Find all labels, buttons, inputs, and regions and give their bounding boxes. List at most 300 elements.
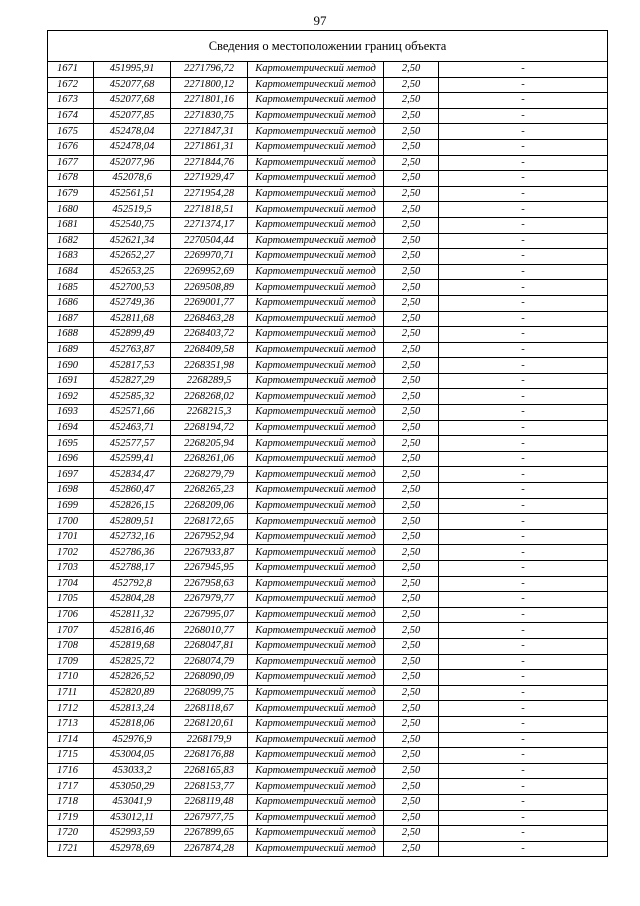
y-coordinate-cell: 2268261,06 xyxy=(171,451,248,467)
method-cell: Картометрический метод xyxy=(248,202,384,218)
point-number-cell: 1719 xyxy=(48,810,94,826)
method-cell: Картометрический метод xyxy=(248,295,384,311)
y-coordinate-cell: 2268289,5 xyxy=(171,373,248,389)
x-coordinate-cell: 452860,47 xyxy=(94,483,171,499)
x-coordinate-cell: 452826,52 xyxy=(94,670,171,686)
method-cell: Картометрический метод xyxy=(248,93,384,109)
accuracy-cell: 2,50 xyxy=(384,794,439,810)
point-number-cell: 1678 xyxy=(48,171,94,187)
point-number-cell: 1706 xyxy=(48,607,94,623)
method-cell: Картометрический метод xyxy=(248,436,384,452)
accuracy-cell: 2,50 xyxy=(384,186,439,202)
y-coordinate-cell: 2268351,98 xyxy=(171,358,248,374)
accuracy-cell: 2,50 xyxy=(384,670,439,686)
y-coordinate-cell: 2268074,79 xyxy=(171,654,248,670)
table-body xyxy=(48,31,608,857)
method-cell: Картометрический метод xyxy=(248,249,384,265)
y-coordinate-cell: 2268153,77 xyxy=(171,779,248,795)
method-cell: Картометрический метод xyxy=(248,358,384,374)
method-cell: Картометрический метод xyxy=(248,342,384,358)
description-cell: - xyxy=(439,826,608,842)
table-row xyxy=(48,638,608,654)
y-coordinate-cell: 2268099,75 xyxy=(171,685,248,701)
y-coordinate-cell: 2268176,88 xyxy=(171,748,248,764)
point-number-cell: 1685 xyxy=(48,280,94,296)
x-coordinate-cell: 452817,53 xyxy=(94,358,171,374)
description-cell: - xyxy=(439,233,608,249)
x-coordinate-cell: 452819,68 xyxy=(94,638,171,654)
description-cell: - xyxy=(439,716,608,732)
x-coordinate-cell: 452077,68 xyxy=(94,93,171,109)
table-row xyxy=(48,124,608,140)
table-row xyxy=(48,280,608,296)
x-coordinate-cell: 452749,36 xyxy=(94,295,171,311)
table-row xyxy=(48,327,608,343)
y-coordinate-cell: 2267979,77 xyxy=(171,592,248,608)
point-number-cell: 1681 xyxy=(48,217,94,233)
description-cell: - xyxy=(439,93,608,109)
point-number-cell: 1705 xyxy=(48,592,94,608)
point-number-cell: 1683 xyxy=(48,249,94,265)
method-cell: Картометрический метод xyxy=(248,327,384,343)
table-row xyxy=(48,545,608,561)
method-cell: Картометрический метод xyxy=(248,498,384,514)
table-row xyxy=(48,592,608,608)
table-row xyxy=(48,358,608,374)
accuracy-cell: 2,50 xyxy=(384,358,439,374)
point-number-cell: 1695 xyxy=(48,436,94,452)
y-coordinate-cell: 2271847,31 xyxy=(171,124,248,140)
x-coordinate-cell: 452571,66 xyxy=(94,405,171,421)
method-cell: Картометрический метод xyxy=(248,638,384,654)
x-coordinate-cell: 452820,89 xyxy=(94,685,171,701)
method-cell: Картометрический метод xyxy=(248,779,384,795)
accuracy-cell: 2,50 xyxy=(384,280,439,296)
description-cell: - xyxy=(439,810,608,826)
description-cell: - xyxy=(439,420,608,436)
y-coordinate-cell: 2271796,72 xyxy=(171,62,248,78)
description-cell: - xyxy=(439,763,608,779)
accuracy-cell: 2,50 xyxy=(384,841,439,857)
table-row xyxy=(48,311,608,327)
point-number-cell: 1701 xyxy=(48,529,94,545)
y-coordinate-cell: 2267952,94 xyxy=(171,529,248,545)
method-cell: Картометрический метод xyxy=(248,529,384,545)
y-coordinate-cell: 2268179,9 xyxy=(171,732,248,748)
y-coordinate-cell: 2267977,75 xyxy=(171,810,248,826)
accuracy-cell: 2,50 xyxy=(384,561,439,577)
accuracy-cell: 2,50 xyxy=(384,249,439,265)
y-coordinate-cell: 2271844,76 xyxy=(171,155,248,171)
x-coordinate-cell: 452763,87 xyxy=(94,342,171,358)
x-coordinate-cell: 452540,75 xyxy=(94,217,171,233)
x-coordinate-cell: 452818,06 xyxy=(94,716,171,732)
x-coordinate-cell: 453012,11 xyxy=(94,810,171,826)
y-coordinate-cell: 2269001,77 xyxy=(171,295,248,311)
point-number-cell: 1691 xyxy=(48,373,94,389)
y-coordinate-cell: 2271954,28 xyxy=(171,186,248,202)
accuracy-cell: 2,50 xyxy=(384,373,439,389)
point-number-cell: 1710 xyxy=(48,670,94,686)
y-coordinate-cell: 2268165,83 xyxy=(171,763,248,779)
description-cell: - xyxy=(439,748,608,764)
description-cell: - xyxy=(439,217,608,233)
point-number-cell: 1714 xyxy=(48,732,94,748)
table-row xyxy=(48,139,608,155)
point-number-cell: 1717 xyxy=(48,779,94,795)
method-cell: Картометрический метод xyxy=(248,217,384,233)
x-coordinate-cell: 452478,04 xyxy=(94,124,171,140)
table-row xyxy=(48,576,608,592)
table-row xyxy=(48,794,608,810)
accuracy-cell: 2,50 xyxy=(384,155,439,171)
x-coordinate-cell: 453004,05 xyxy=(94,748,171,764)
description-cell: - xyxy=(439,155,608,171)
y-coordinate-cell: 2268409,58 xyxy=(171,342,248,358)
method-cell: Картометрический метод xyxy=(248,311,384,327)
table-row xyxy=(48,561,608,577)
accuracy-cell: 2,50 xyxy=(384,405,439,421)
description-cell: - xyxy=(439,124,608,140)
description-cell: - xyxy=(439,139,608,155)
table-row xyxy=(48,420,608,436)
y-coordinate-cell: 2269508,89 xyxy=(171,280,248,296)
description-cell: - xyxy=(439,389,608,405)
accuracy-cell: 2,50 xyxy=(384,327,439,343)
table-row xyxy=(48,763,608,779)
table-row xyxy=(48,233,608,249)
description-cell: - xyxy=(439,592,608,608)
description-cell: - xyxy=(439,685,608,701)
x-coordinate-cell: 452599,41 xyxy=(94,451,171,467)
point-number-cell: 1721 xyxy=(48,841,94,857)
x-coordinate-cell: 452811,32 xyxy=(94,607,171,623)
point-number-cell: 1672 xyxy=(48,77,94,93)
table-row xyxy=(48,249,608,265)
point-number-cell: 1718 xyxy=(48,794,94,810)
description-cell: - xyxy=(439,701,608,717)
x-coordinate-cell: 452899,49 xyxy=(94,327,171,343)
point-number-cell: 1702 xyxy=(48,545,94,561)
y-coordinate-cell: 2271861,31 xyxy=(171,139,248,155)
method-cell: Картометрический метод xyxy=(248,670,384,686)
accuracy-cell: 2,50 xyxy=(384,342,439,358)
description-cell: - xyxy=(439,202,608,218)
description-cell: - xyxy=(439,623,608,639)
accuracy-cell: 2,50 xyxy=(384,62,439,78)
point-number-cell: 1693 xyxy=(48,405,94,421)
point-number-cell: 1690 xyxy=(48,358,94,374)
table-row xyxy=(48,389,608,405)
table-row xyxy=(48,826,608,842)
x-coordinate-cell: 452732,16 xyxy=(94,529,171,545)
method-cell: Картометрический метод xyxy=(248,280,384,296)
description-cell: - xyxy=(439,654,608,670)
description-cell: - xyxy=(439,342,608,358)
table-row xyxy=(48,451,608,467)
y-coordinate-cell: 2268265,23 xyxy=(171,483,248,499)
method-cell: Картометрический метод xyxy=(248,451,384,467)
y-coordinate-cell: 2267899,65 xyxy=(171,826,248,842)
table-row xyxy=(48,654,608,670)
x-coordinate-cell: 452652,27 xyxy=(94,249,171,265)
point-number-cell: 1699 xyxy=(48,498,94,514)
accuracy-cell: 2,50 xyxy=(384,779,439,795)
description-cell: - xyxy=(439,280,608,296)
accuracy-cell: 2,50 xyxy=(384,716,439,732)
method-cell: Картометрический метод xyxy=(248,186,384,202)
method-cell: Картометрический метод xyxy=(248,592,384,608)
description-cell: - xyxy=(439,311,608,327)
accuracy-cell: 2,50 xyxy=(384,295,439,311)
table-row xyxy=(48,732,608,748)
x-coordinate-cell: 452978,69 xyxy=(94,841,171,857)
description-cell: - xyxy=(439,545,608,561)
page-number: 97 xyxy=(313,13,327,28)
y-coordinate-cell: 2268010,77 xyxy=(171,623,248,639)
point-number-cell: 1676 xyxy=(48,139,94,155)
y-coordinate-cell: 2267995,07 xyxy=(171,607,248,623)
table-row xyxy=(48,498,608,514)
table-row xyxy=(48,841,608,857)
method-cell: Картометрический метод xyxy=(248,716,384,732)
table-row xyxy=(48,155,608,171)
y-coordinate-cell: 2271374,17 xyxy=(171,217,248,233)
accuracy-cell: 2,50 xyxy=(384,498,439,514)
y-coordinate-cell: 2268279,79 xyxy=(171,467,248,483)
x-coordinate-cell: 452788,17 xyxy=(94,561,171,577)
point-number-cell: 1712 xyxy=(48,701,94,717)
y-coordinate-cell: 2268047,81 xyxy=(171,638,248,654)
method-cell: Картометрический метод xyxy=(248,654,384,670)
description-cell: - xyxy=(439,732,608,748)
y-coordinate-cell: 2267874,28 xyxy=(171,841,248,857)
x-coordinate-cell: 452811,68 xyxy=(94,311,171,327)
method-cell: Картометрический метод xyxy=(248,171,384,187)
point-number-cell: 1687 xyxy=(48,311,94,327)
table-row xyxy=(48,514,608,530)
table-row xyxy=(48,810,608,826)
x-coordinate-cell: 452804,28 xyxy=(94,592,171,608)
x-coordinate-cell: 452816,46 xyxy=(94,623,171,639)
method-cell: Картометрический метод xyxy=(248,826,384,842)
y-coordinate-cell: 2271818,51 xyxy=(171,202,248,218)
point-number-cell: 1684 xyxy=(48,264,94,280)
table-row xyxy=(48,748,608,764)
point-number-cell: 1716 xyxy=(48,763,94,779)
method-cell: Картометрический метод xyxy=(248,483,384,499)
point-number-cell: 1688 xyxy=(48,327,94,343)
point-number-cell: 1692 xyxy=(48,389,94,405)
description-cell: - xyxy=(439,264,608,280)
description-cell: - xyxy=(439,62,608,78)
accuracy-cell: 2,50 xyxy=(384,202,439,218)
y-coordinate-cell: 2268463,28 xyxy=(171,311,248,327)
table-row xyxy=(48,202,608,218)
table-row xyxy=(48,529,608,545)
method-cell: Картометрический метод xyxy=(248,701,384,717)
y-coordinate-cell: 2269970,71 xyxy=(171,249,248,265)
method-cell: Картометрический метод xyxy=(248,264,384,280)
accuracy-cell: 2,50 xyxy=(384,607,439,623)
accuracy-cell: 2,50 xyxy=(384,217,439,233)
description-cell: - xyxy=(439,561,608,577)
accuracy-cell: 2,50 xyxy=(384,810,439,826)
table-row xyxy=(48,670,608,686)
x-coordinate-cell: 453033,2 xyxy=(94,763,171,779)
y-coordinate-cell: 2268119,48 xyxy=(171,794,248,810)
description-cell: - xyxy=(439,670,608,686)
y-coordinate-cell: 2268194,72 xyxy=(171,420,248,436)
table-header-row xyxy=(48,31,608,62)
description-cell: - xyxy=(439,794,608,810)
x-coordinate-cell: 452561,51 xyxy=(94,186,171,202)
x-coordinate-cell: 452786,36 xyxy=(94,545,171,561)
accuracy-cell: 2,50 xyxy=(384,124,439,140)
y-coordinate-cell: 2267958,63 xyxy=(171,576,248,592)
table-row xyxy=(48,467,608,483)
method-cell: Картометрический метод xyxy=(248,467,384,483)
x-coordinate-cell: 452621,34 xyxy=(94,233,171,249)
accuracy-cell: 2,50 xyxy=(384,514,439,530)
description-cell: - xyxy=(439,576,608,592)
accuracy-cell: 2,50 xyxy=(384,93,439,109)
x-coordinate-cell: 451995,91 xyxy=(94,62,171,78)
description-cell: - xyxy=(439,483,608,499)
description-cell: - xyxy=(439,186,608,202)
x-coordinate-cell: 453050,29 xyxy=(94,779,171,795)
x-coordinate-cell: 452077,68 xyxy=(94,77,171,93)
table-title: Сведения о местоположении границ объекта xyxy=(48,31,608,62)
accuracy-cell: 2,50 xyxy=(384,529,439,545)
accuracy-cell: 2,50 xyxy=(384,311,439,327)
accuracy-cell: 2,50 xyxy=(384,826,439,842)
description-cell: - xyxy=(439,498,608,514)
description-cell: - xyxy=(439,638,608,654)
table-row xyxy=(48,186,608,202)
table-row xyxy=(48,716,608,732)
y-coordinate-cell: 2271800,12 xyxy=(171,77,248,93)
point-number-cell: 1709 xyxy=(48,654,94,670)
point-number-cell: 1679 xyxy=(48,186,94,202)
x-coordinate-cell: 452813,24 xyxy=(94,701,171,717)
description-cell: - xyxy=(439,295,608,311)
method-cell: Картометрический метод xyxy=(248,685,384,701)
table-row xyxy=(48,62,608,78)
accuracy-cell: 2,50 xyxy=(384,108,439,124)
x-coordinate-cell: 452825,72 xyxy=(94,654,171,670)
point-number-cell: 1711 xyxy=(48,685,94,701)
y-coordinate-cell: 2271929,47 xyxy=(171,171,248,187)
y-coordinate-cell: 2269952,69 xyxy=(171,264,248,280)
y-coordinate-cell: 2268403,72 xyxy=(171,327,248,343)
table-row xyxy=(48,342,608,358)
table-row xyxy=(48,436,608,452)
point-number-cell: 1696 xyxy=(48,451,94,467)
point-number-cell: 1673 xyxy=(48,93,94,109)
point-number-cell: 1694 xyxy=(48,420,94,436)
method-cell: Картометрический метод xyxy=(248,841,384,857)
accuracy-cell: 2,50 xyxy=(384,467,439,483)
table-row xyxy=(48,701,608,717)
point-number-cell: 1675 xyxy=(48,124,94,140)
table-row xyxy=(48,217,608,233)
x-coordinate-cell: 452585,32 xyxy=(94,389,171,405)
accuracy-cell: 2,50 xyxy=(384,483,439,499)
x-coordinate-cell: 452827,29 xyxy=(94,373,171,389)
description-cell: - xyxy=(439,514,608,530)
method-cell: Картометрический метод xyxy=(248,732,384,748)
accuracy-cell: 2,50 xyxy=(384,436,439,452)
y-coordinate-cell: 2268215,3 xyxy=(171,405,248,421)
description-cell: - xyxy=(439,779,608,795)
description-cell: - xyxy=(439,108,608,124)
method-cell: Картометрический метод xyxy=(248,545,384,561)
x-coordinate-cell: 452078,6 xyxy=(94,171,171,187)
point-number-cell: 1715 xyxy=(48,748,94,764)
description-cell: - xyxy=(439,841,608,857)
point-number-cell: 1703 xyxy=(48,561,94,577)
x-coordinate-cell: 452976,9 xyxy=(94,732,171,748)
point-number-cell: 1682 xyxy=(48,233,94,249)
x-coordinate-cell: 452478,04 xyxy=(94,139,171,155)
x-coordinate-cell: 452577,57 xyxy=(94,436,171,452)
x-coordinate-cell: 452653,25 xyxy=(94,264,171,280)
accuracy-cell: 2,50 xyxy=(384,685,439,701)
accuracy-cell: 2,50 xyxy=(384,654,439,670)
method-cell: Картометрический метод xyxy=(248,420,384,436)
accuracy-cell: 2,50 xyxy=(384,748,439,764)
method-cell: Картометрический метод xyxy=(248,373,384,389)
point-number-cell: 1689 xyxy=(48,342,94,358)
accuracy-cell: 2,50 xyxy=(384,139,439,155)
x-coordinate-cell: 452077,96 xyxy=(94,155,171,171)
description-cell: - xyxy=(439,405,608,421)
accuracy-cell: 2,50 xyxy=(384,763,439,779)
point-number-cell: 1671 xyxy=(48,62,94,78)
method-cell: Картометрический метод xyxy=(248,233,384,249)
accuracy-cell: 2,50 xyxy=(384,592,439,608)
method-cell: Картометрический метод xyxy=(248,139,384,155)
description-cell: - xyxy=(439,327,608,343)
point-number-cell: 1720 xyxy=(48,826,94,842)
method-cell: Картометрический метод xyxy=(248,108,384,124)
y-coordinate-cell: 2268209,06 xyxy=(171,498,248,514)
description-cell: - xyxy=(439,77,608,93)
accuracy-cell: 2,50 xyxy=(384,171,439,187)
accuracy-cell: 2,50 xyxy=(384,545,439,561)
table-row xyxy=(48,295,608,311)
y-coordinate-cell: 2267945,95 xyxy=(171,561,248,577)
x-coordinate-cell: 452826,15 xyxy=(94,498,171,514)
table-row xyxy=(48,405,608,421)
point-number-cell: 1713 xyxy=(48,716,94,732)
table-row xyxy=(48,483,608,499)
table-row xyxy=(48,607,608,623)
description-cell: - xyxy=(439,467,608,483)
description-cell: - xyxy=(439,171,608,187)
accuracy-cell: 2,50 xyxy=(384,420,439,436)
x-coordinate-cell: 452993,59 xyxy=(94,826,171,842)
table-row xyxy=(48,264,608,280)
accuracy-cell: 2,50 xyxy=(384,389,439,405)
point-number-cell: 1698 xyxy=(48,483,94,499)
accuracy-cell: 2,50 xyxy=(384,264,439,280)
method-cell: Картометрический метод xyxy=(248,514,384,530)
accuracy-cell: 2,50 xyxy=(384,638,439,654)
accuracy-cell: 2,50 xyxy=(384,732,439,748)
table-row xyxy=(48,93,608,109)
